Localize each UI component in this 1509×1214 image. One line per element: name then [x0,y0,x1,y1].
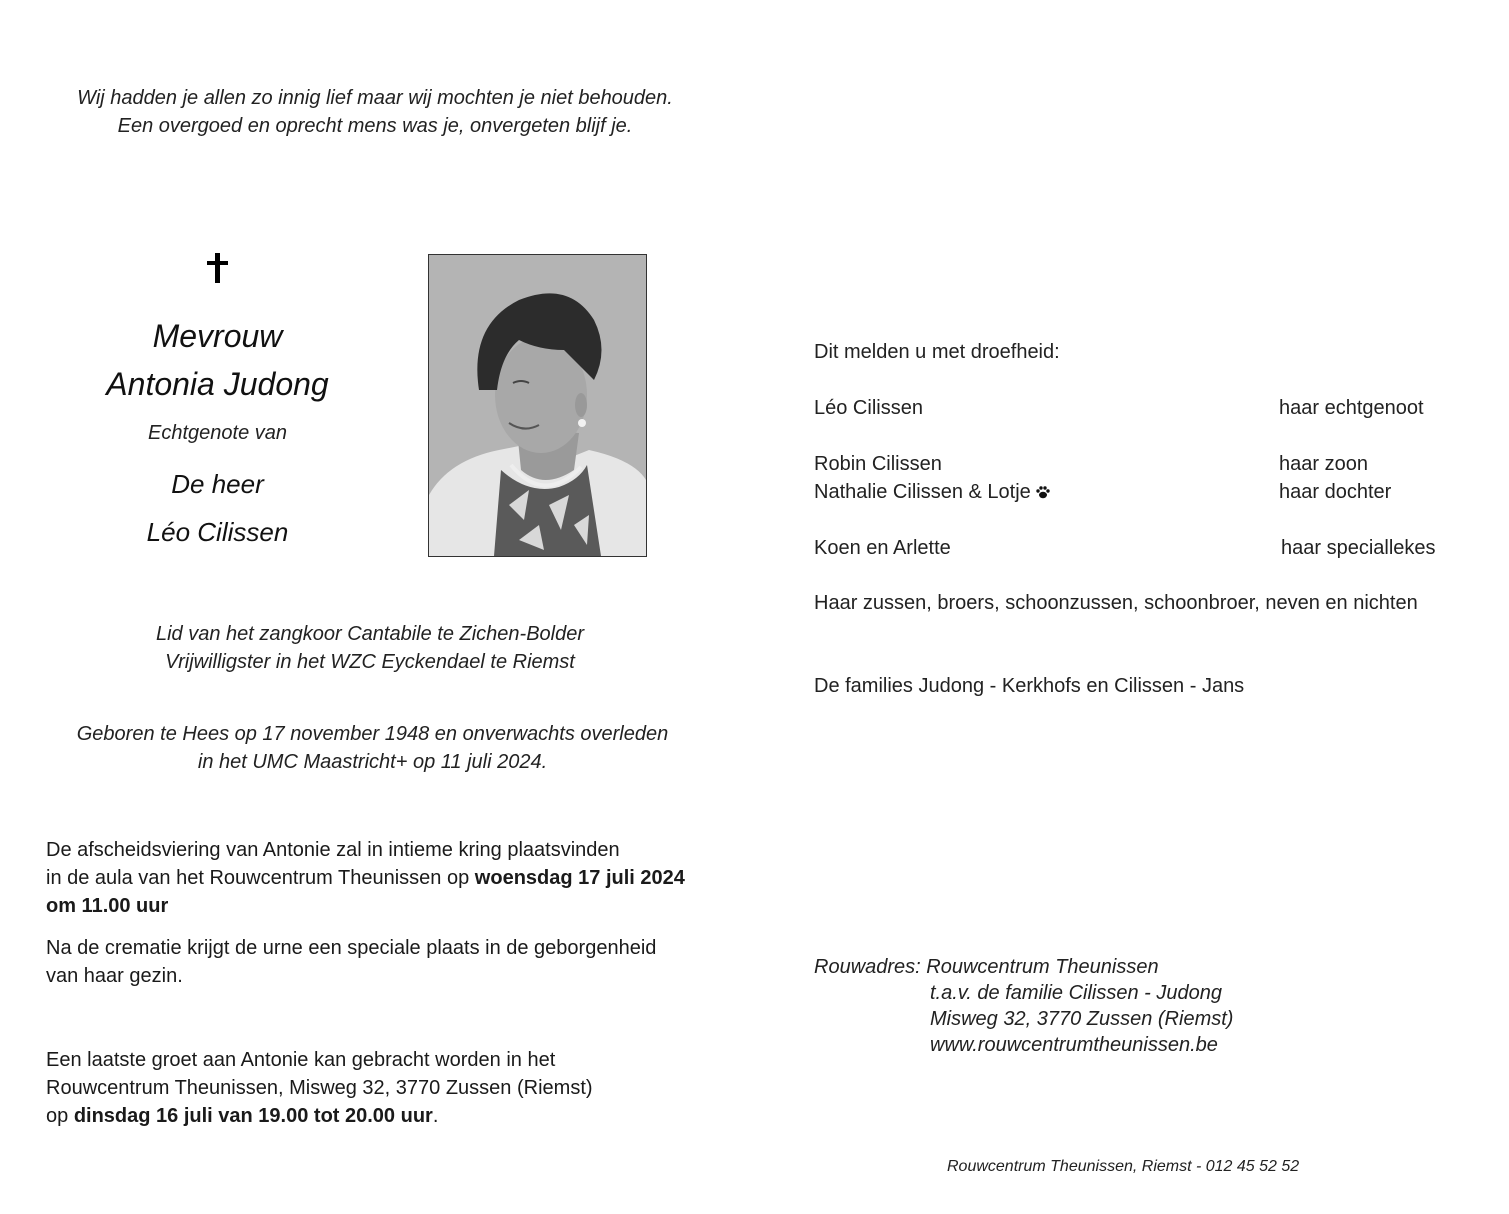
family-member-relation: haar echtgenoot [1279,397,1424,419]
ceremony-line-2-text: in de aula van het Rouwcentrum Theunissen op [46,867,475,889]
farewell-paragraph [46,1046,726,1130]
farewell-time: dinsdag 16 juli van 19.00 tot 20.00 uur [73,1105,433,1127]
families-line: De families Judong - Kerkhofs en Cilissen - Jans [814,675,1245,697]
membership-line-2: Vrijwilligster in het WZC Eyckendael te Riemst [165,651,575,673]
relatives-line: Haar zussen, broers, schoonzussen, schoonbroer, neven en nichten [814,592,1418,614]
ceremony-time: om 11.00 uur [46,895,169,917]
family-member-name: Nathalie Cilissen & Lotje [814,481,1031,503]
address-label: Rouwadres: Rouwcentrum Theunissen [814,956,1159,978]
farewell-line-2: Rouwcentrum Theunissen, Misweg 32, 3770 Zussen (Riemst) [46,1077,593,1099]
family-member-relation: haar speciallekes [1281,537,1436,559]
relation-label: Echtgenote van [148,422,287,444]
spouse-title: De heer [171,469,264,499]
deceased-title: Mevrouw [152,318,283,354]
ceremony-line-1: De afscheidsviering van Antonie zal in intieme kring plaatsvinden [46,839,620,861]
mourning-address [814,954,1233,1058]
cross-icon [200,250,236,286]
family-member-name: Léo Cilissen [814,397,923,419]
ceremony-date: woensdag 17 juli 2024 [474,867,685,889]
family-member-name: Koen en Arlette [814,537,951,559]
membership-line-1: Lid van het zangkoor Cantabile te Zichen-Bolder [155,623,585,645]
portrait-photo [428,254,647,557]
cremation-paragraph [46,934,726,990]
address-line-2: Misweg 32, 3770 Zussen (Riemst) [930,1008,1234,1030]
birth-death-line-1: Geboren te Hees op 17 november 1948 en onverwachts overleden [76,723,669,745]
family-member-row [814,478,1051,506]
ceremony-paragraph [46,836,726,920]
farewell-line-3-suffix: . [432,1105,439,1127]
family-member-relation: haar zoon [1279,453,1368,475]
opening-quote [30,84,720,140]
birth-death-line-2: in het UMC Maastricht+ op 11 juli 2024. [197,751,548,773]
spouse-name: Léo Cilissen [146,517,289,547]
deceased-name-block [60,312,375,556]
quote-line-2: Een overgoed en oprecht mens was je, onvergeten blijf je. [117,115,633,137]
birth-death-info [40,720,705,776]
paw-icon [1035,485,1051,499]
farewell-line-1: Een laatste groet aan Antonie kan gebracht worden in het [46,1049,556,1071]
quote-line-1: Wij hadden je allen zo innig lief maar wij mochten je niet behouden. [77,87,673,109]
footer-contact: Rouwcentrum Theunissen, Riemst - 012 45 52 52 [947,1158,1300,1175]
cremation-line-1: Na de crematie krijgt de urne een speciale plaats in de geborgenheid [46,937,657,959]
cremation-line-2: van haar gezin. [46,965,183,987]
farewell-line-3-prefix: op [46,1105,74,1127]
ceremony-line-2 [46,864,726,892]
deceased-name: Antonia Judong [106,366,329,402]
address-website: www.rouwcentrumtheunissen.be [930,1034,1218,1056]
farewell-line-3 [46,1102,726,1130]
address-line-1: t.a.v. de familie Cilissen - Judong [930,982,1222,1004]
family-member-name: Robin Cilissen [814,453,942,475]
family-member-relation: haar dochter [1279,481,1392,503]
memberships [60,620,680,676]
announcement-intro: Dit melden u met droefheid: [814,341,1060,363]
